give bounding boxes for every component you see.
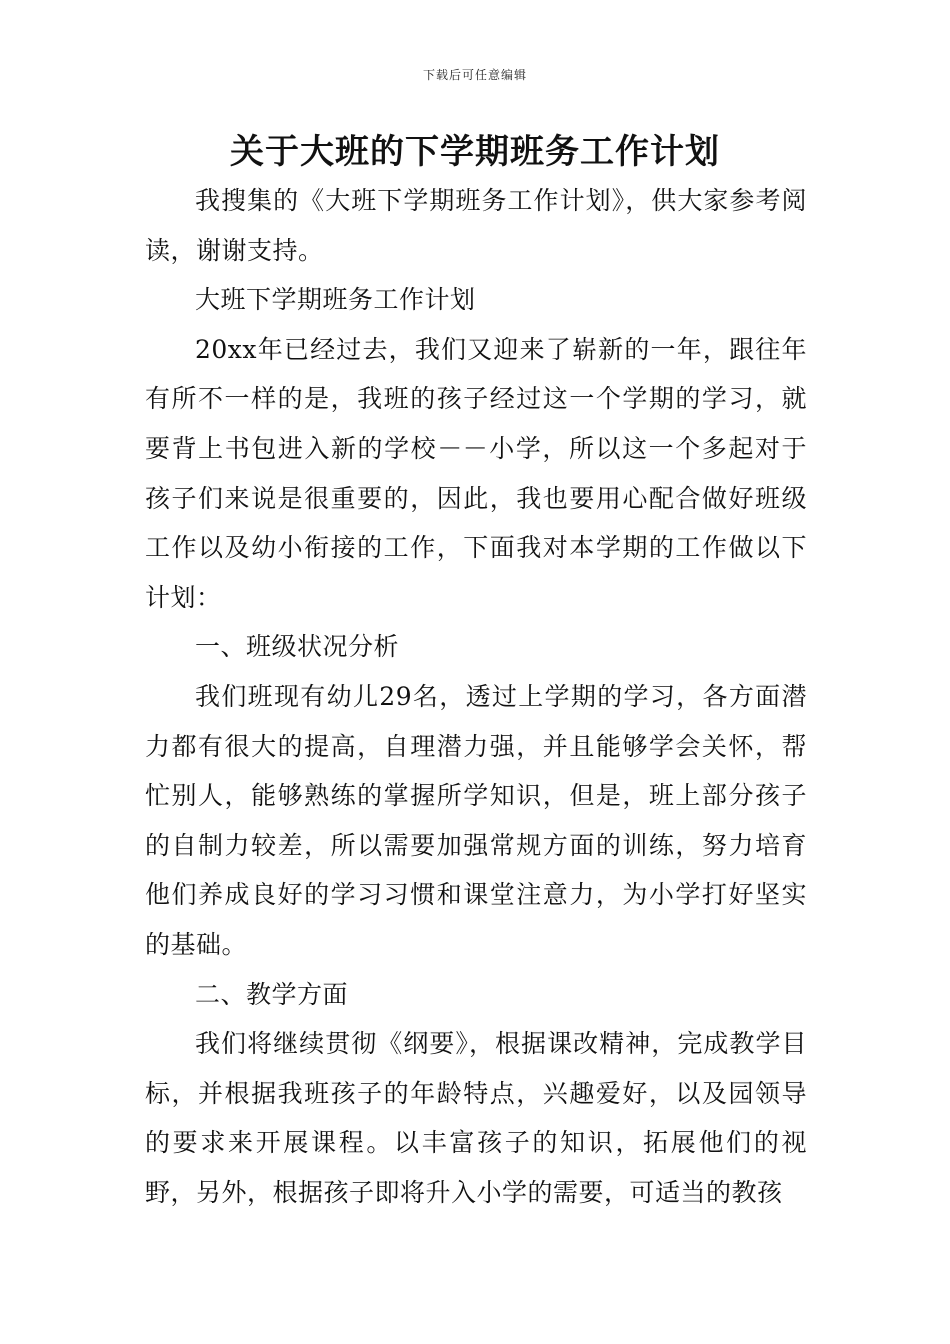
class-analysis-paragraph: 我们班现有幼儿29名，透过上学期的学习，各方面潜力都有很大的提高，自理潜力强，并且能够学会关怀，帮忙别人，能够熟练的掌握所学知识，但是，班上部分孩子的自制力较差，所以需要加强常规方面的训练，努力培育他们养成良好的学习习惯和课堂注意力，为小学打好坚实的基础。	[145, 681, 807, 959]
intro-paragraph: 我搜集的《大班下学期班务工作计划》，供大家参考阅读，谢谢支持。	[145, 186, 807, 265]
teaching-paragraph: 我们将继续贯彻《纲要》，根据课改精神，完成教学目标，并根据我班孩子的年龄特点，兴趣爱好，以及园领导的要求来开展课程。以丰富孩子的知识，拓展他们的视野，另外，根据孩子即将升入小学的需要，可适当的教孩	[145, 1029, 807, 1207]
subtitle-paragraph: 大班下学期班务工作计划	[195, 285, 476, 315]
overview-paragraph: 20xx年已经过去，我们又迎来了崭新的一年，跟往年有所不一样的是，我班的孩子经过这一个学期的学习，就要背上书包进入新的学校－－小学，所以这一个多起对于孩子们来说是很重要的，因此，我也要用心配合做好班级工作以及幼小衔接的工作，下面我对本学期的工作做以下计划：	[145, 334, 807, 612]
section-heading-teaching: 二、教学方面	[195, 979, 349, 1009]
document-body	[145, 176, 807, 1217]
download-note: 下载后可任意编辑	[422, 68, 527, 82]
section-heading-class-analysis: 一、班级状况分析	[195, 632, 400, 662]
document-title: 关于大班的下学期班务工作计划	[230, 132, 720, 172]
